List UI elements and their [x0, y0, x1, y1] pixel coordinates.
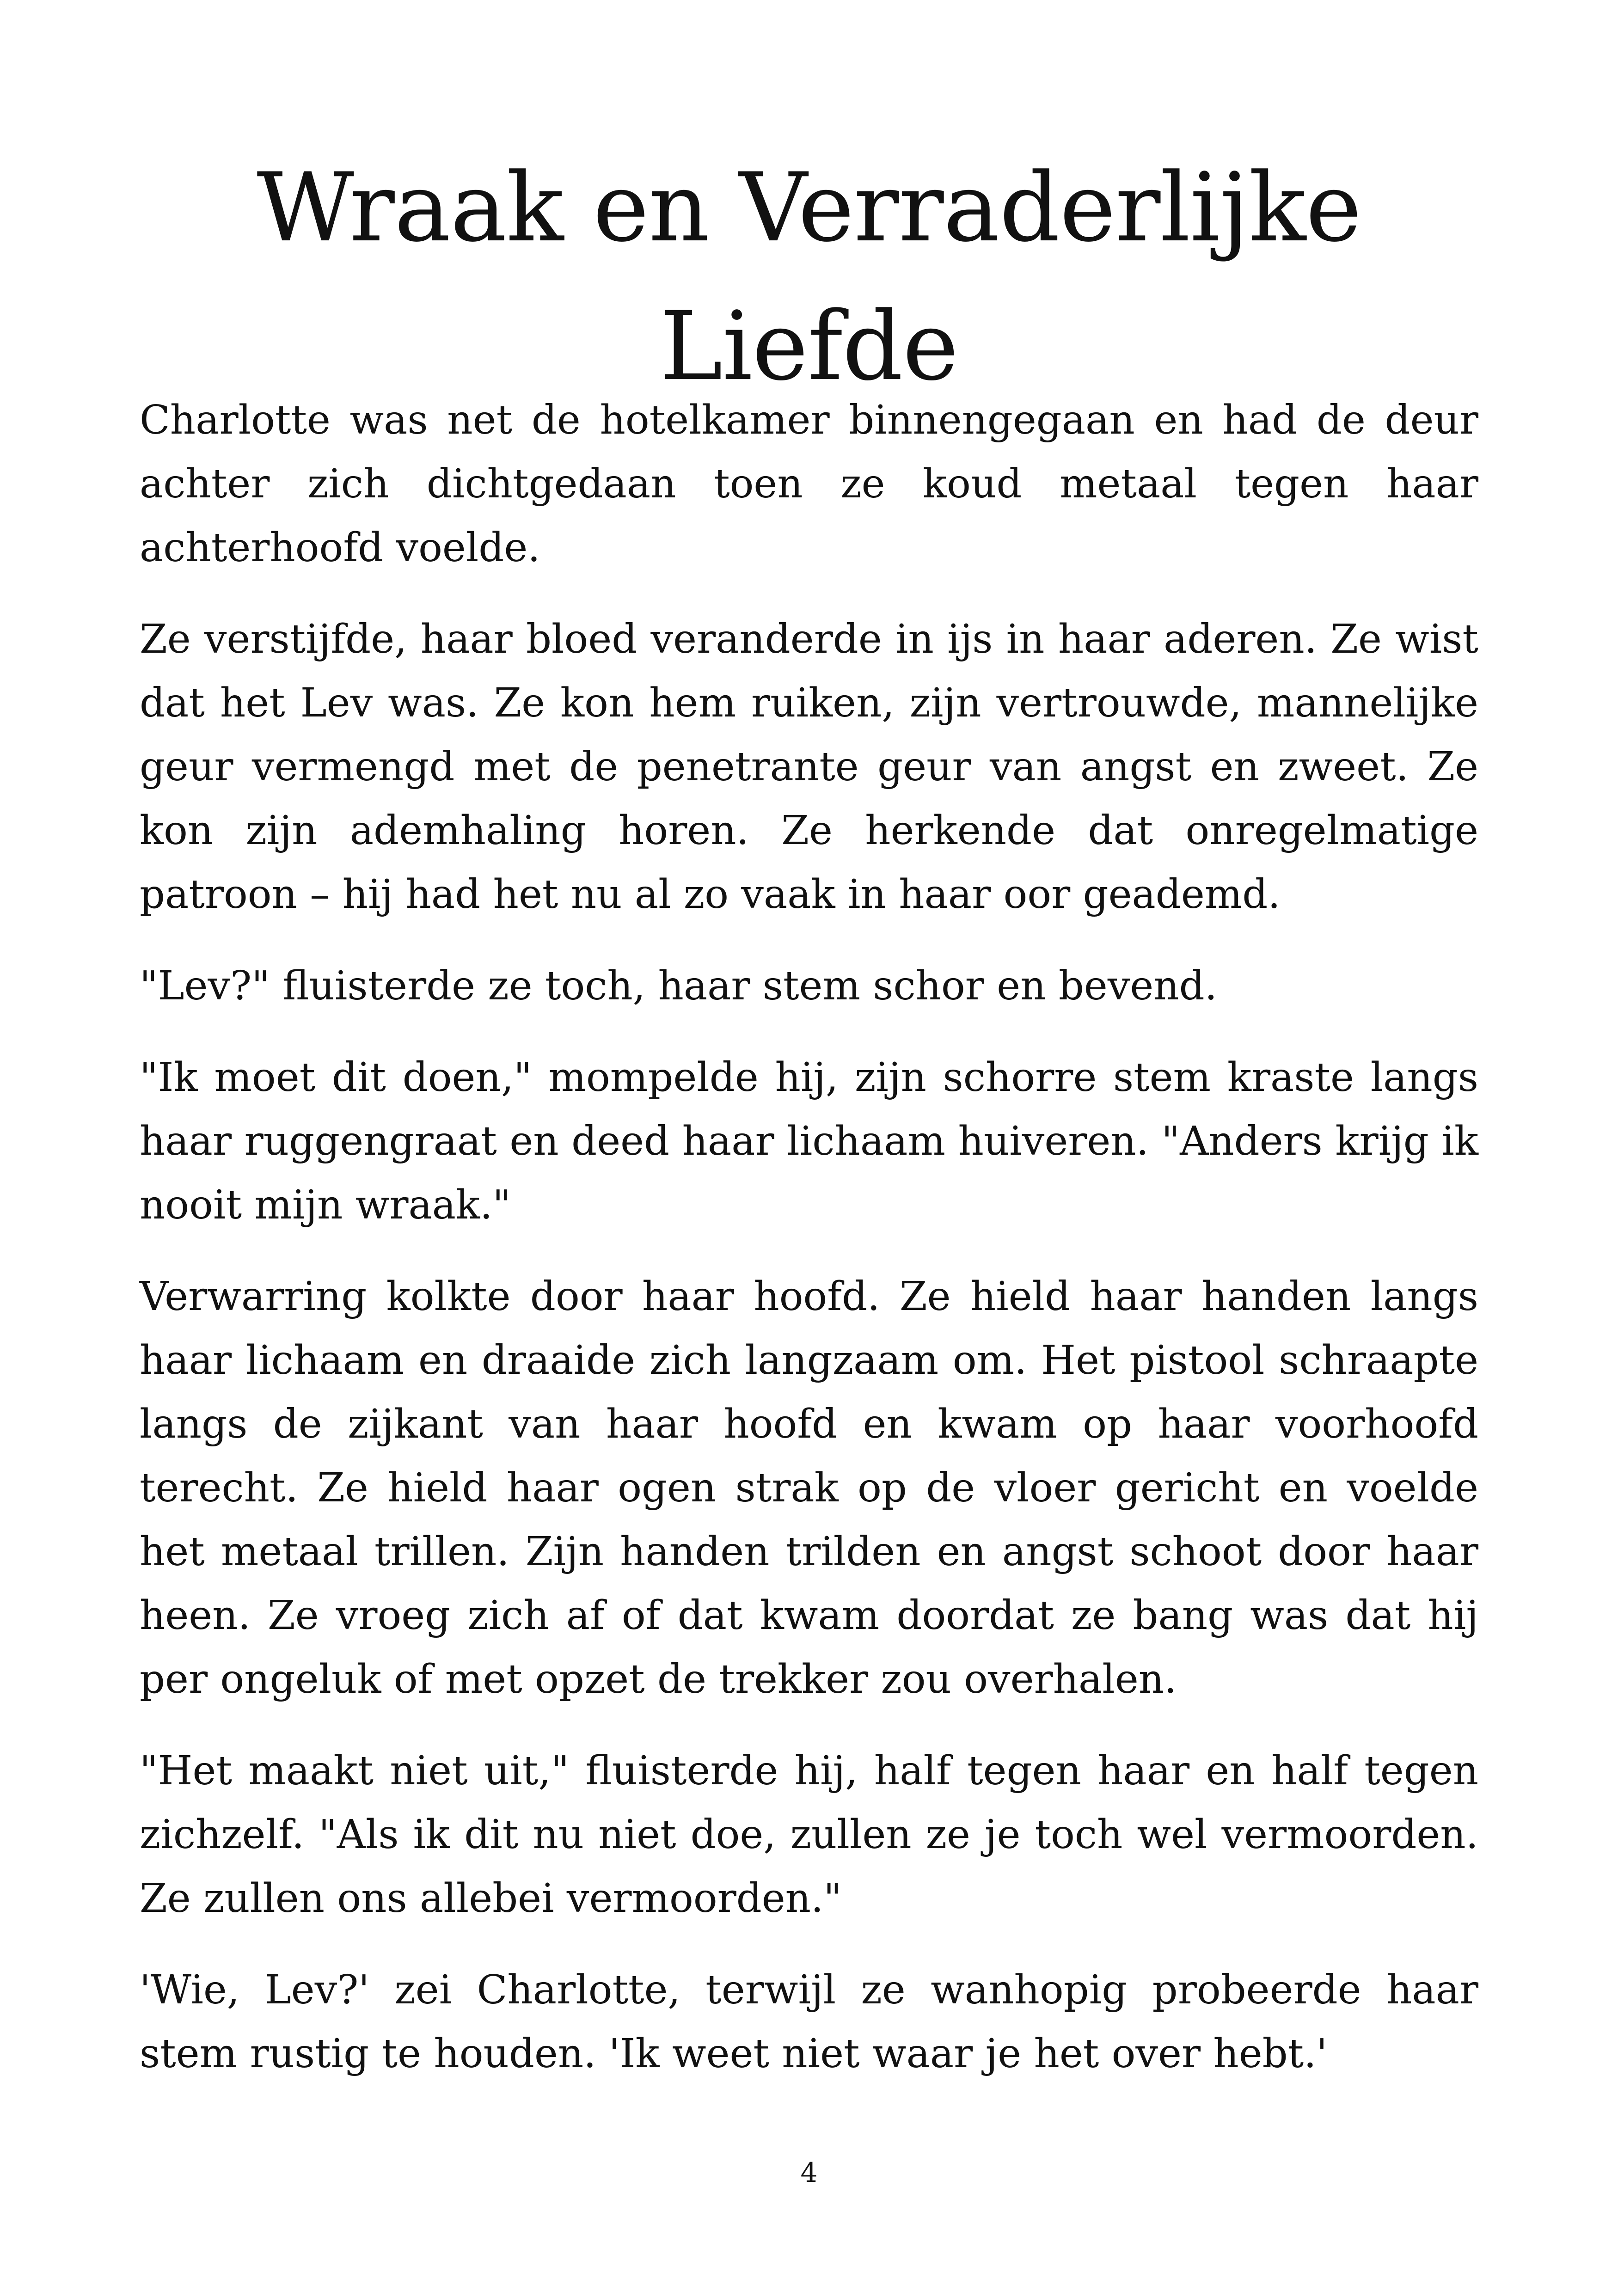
chapter-body — [140, 388, 1478, 2113]
paragraph-2: Ze verstijfde, haar bloed veranderde in ijs in haar aderen. Ze wist dat het Lev was. Ze kon hem ruiken, zijn vertrouwde, mannelijke geur vermengd met de penetrante geur van angst en zweet. Ze kon zijn ademhaling horen. Ze herkende dat onregelmatige patroon – hij had het nu al zo vaak in haar oor geademd. — [140, 616, 1478, 918]
paragraph-1: Charlotte was net de hotelkamer binnengegaan en had de deur achter zich dichtgedaan toen ze koud metaal tegen haar achterhoofd voelde. — [140, 397, 1478, 571]
page-number: 4 — [800, 2157, 818, 2188]
paragraph-5: Verwarring kolkte door haar hoofd. Ze hield haar handen langs haar lichaam en draaide zich langzaam om. Het pistool schraapte langs de zijkant van haar hoofd en kwam op haar voorhoofd terecht. Ze hield haar ogen strak op de vloer gericht en voelde het metaal trillen. Zijn handen trilden en angst schoot door haar heen. Ze vroeg zich af of dat kwam doordat ze bang was dat hij per ongeluk of met opzet de trekker zou overhalen. — [140, 1274, 1478, 1702]
paragraph-6: "Het maakt niet uit," fluisterde hij, half tegen haar en half tegen zichzelf. "Als ik dit nu niet doe, zullen ze je toch wel vermoorden. Ze zullen ons allebei vermoorden." — [140, 1748, 1478, 1922]
paragraph-3: "Lev?" fluisterde ze toch, haar stem schor en bevend. — [140, 963, 1218, 1009]
paragraph-7: 'Wie, Lev?' zei Charlotte, terwijl ze wanhopig probeerde haar stem rustig te houden. 'Ik weet niet waar je het over hebt.' — [140, 1967, 1478, 2077]
paragraph-4: "Ik moet dit doen," mompelde hij, zijn schorre stem kraste langs haar ruggengraat en deed haar lichaam huiveren. "Anders krijg ik nooit mijn wraak." — [140, 1054, 1478, 1228]
chapter-title: Wraak en Verraderlijke Liefde — [257, 153, 1361, 402]
